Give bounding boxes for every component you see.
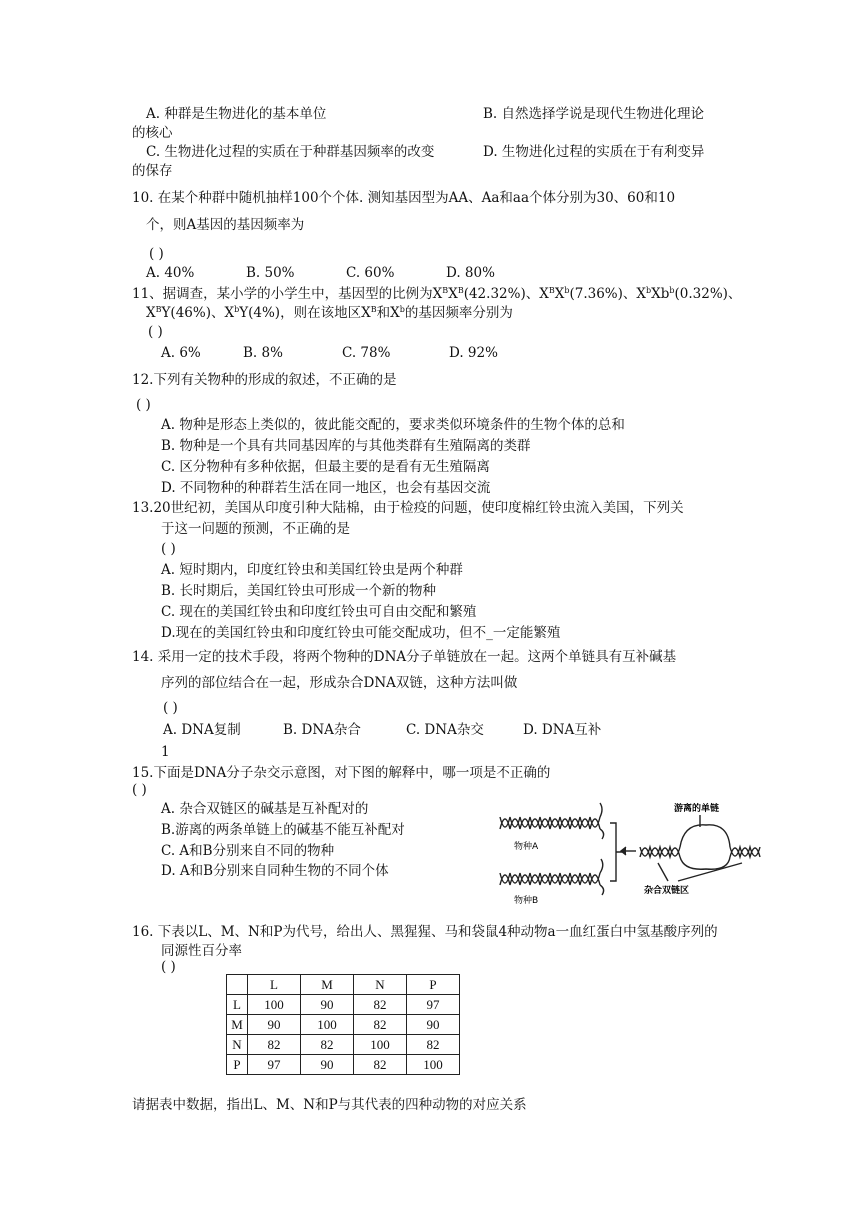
- q10-option-a: A. 40%: [146, 265, 195, 281]
- fig-label-hybrid-region: 杂合双链区: [644, 886, 690, 896]
- table-cell: 82: [248, 1035, 301, 1055]
- q10-stem-line1: 10. 在某个种群中随机抽样100个个体. 测知基因型为AA、Aa和aa个体分别为30、60和10: [132, 190, 676, 206]
- table-cell: 82: [301, 1035, 354, 1055]
- table-cell: 82: [354, 1015, 407, 1035]
- q16-stem-line2: 同源性百分率: [161, 943, 242, 959]
- q14-stem-line2: 序列的部位结合在一起，形成杂合DNA双链，这种方法叫做: [161, 675, 518, 691]
- q15-option-b: B.游离的两条单链上的碱基不能互补配对: [161, 822, 405, 838]
- q14-option-d: D. DNA互补: [523, 722, 602, 738]
- fig-label-species-a: 物种A: [514, 842, 539, 852]
- q9-option-b: B. 自然选择学说是现代生物进化理论: [483, 106, 705, 122]
- q14-stem-line1: 14. 采用一定的技术手段，将两个物种的DNA分子单链放在一起。这两个单链具有互补碱基: [132, 649, 677, 665]
- table-cell: 100: [301, 1015, 354, 1035]
- table-row-label: P: [227, 1055, 248, 1075]
- q11-option-d: D. 92%: [449, 345, 498, 361]
- table-header-cell: M: [301, 975, 354, 995]
- q13-option-c: C. 现在的美国红铃虫和印度红铃虫可自由交配和繁殖: [161, 604, 477, 620]
- q13-option-b: B. 长时期后，美国红铃虫可形成一个新的物种: [161, 583, 437, 599]
- table-row: [227, 1035, 460, 1055]
- table-header-cell: N: [354, 975, 407, 995]
- q9-option-d: D. 生物进化过程的实质在于有利变异: [483, 144, 705, 160]
- q15-option-a: A. 杂合双链区的碱基是互补配对的: [161, 801, 369, 817]
- table-cell: 82: [354, 1055, 407, 1075]
- table-cell: 90: [407, 1015, 460, 1035]
- table-row: [227, 1015, 460, 1035]
- table-cell: 100: [248, 995, 301, 1015]
- q12-option-d: D. 不同物种的种群若生活在同一地区，也会有基因交流: [161, 480, 491, 496]
- table-header-cell: L: [248, 975, 301, 995]
- table-row: [227, 1055, 460, 1075]
- q12-option-b: B. 物种是一个具有共同基因库的与其他类群有生殖隔离的类群: [161, 438, 531, 454]
- table-cell: 90: [301, 1055, 354, 1075]
- q13-answer-blank: ( ): [161, 541, 176, 557]
- fig-label-free-strand: 游离的单链: [674, 804, 720, 814]
- q15-stem: 15.下面是DNA分子杂交示意图，对下图的解释中，哪一项是不正确的: [132, 765, 551, 781]
- q10-option-d: D. 80%: [446, 265, 495, 281]
- q11-option-a: A. 6%: [161, 345, 201, 361]
- q14-trailing-mark: 1: [161, 744, 170, 760]
- table-cell: 90: [248, 1015, 301, 1035]
- q10-option-b: B. 50%: [246, 265, 295, 281]
- q14-option-c: C. DNA杂交: [406, 722, 484, 738]
- table-row-label: N: [227, 1035, 248, 1055]
- fig-label-species-b: 物种B: [514, 896, 539, 906]
- q9-option-c: C. 生物进化过程的实质在于种群基因频率的改变: [146, 144, 435, 160]
- q9-option-d-wrap: 的保存: [132, 163, 173, 179]
- table-row-label: L: [227, 995, 248, 1015]
- table-cell: 90: [301, 995, 354, 1015]
- q12-stem: 12.下列有关物种的形成的叙述，不正确的是: [132, 372, 397, 388]
- hybrid-helix-right: [730, 847, 760, 857]
- q11-stem-line1: 11、据调查，某小学的小学生中，基因型的比例为$X^BX^B(42.32\%)$、$X^BX^b(7.36\%)$、$X^bXb^b(0.32\%)$、: [132, 286, 742, 302]
- q15-option-c: C. A和B分别来自不同的物种: [161, 843, 335, 859]
- q13-stem-line1: 13.20世纪初，美国从印度引种大陆棉，由于检疫的问题，使印度棉红铃虫流入美国，下列关: [132, 500, 684, 516]
- q10-option-c: C. 60%: [346, 265, 395, 281]
- q14-option-b: B. DNA杂合: [283, 722, 361, 738]
- q10-answer-blank: ( ): [149, 246, 164, 262]
- homology-table: [226, 974, 460, 1075]
- q14-answer-blank: ( ): [163, 700, 178, 716]
- free-single-strand-loop: [680, 825, 730, 869]
- q14-option-a: A. DNA复制: [163, 722, 241, 738]
- q15-option-d: D. A和B分别来自同种生物的不同个体: [161, 863, 389, 879]
- table-cell: 82: [407, 1035, 460, 1055]
- species-a-helix: [500, 817, 600, 829]
- hybrid-helix-left: [640, 847, 680, 857]
- q13-option-a: A. 短时期内，印度红铃虫和美国红铃虫是两个种群: [161, 562, 463, 578]
- q9-option-a: A. 种群是生物进化的基本单位: [146, 106, 327, 122]
- q11-answer-blank: ( ): [148, 324, 163, 340]
- q16-stem-line1: 16. 下表以L、M、N和P为代号，给出人、黑猩猩、马和袋鼠4种动物a一血红蛋白中氢基酸序列的: [132, 924, 718, 940]
- table-cell: 82: [354, 995, 407, 1015]
- table-cell: 100: [407, 1055, 460, 1075]
- q11-option-b: B. 8%: [243, 345, 283, 361]
- table-row-label: M: [227, 1015, 248, 1035]
- q10-stem-line2: 个，则A基因的基因频率为: [146, 217, 305, 233]
- q12-option-c: C. 区分物种有多种依据，但最主要的是看有无生殖隔离: [161, 459, 490, 475]
- q9-option-b-wrap: 的核心: [132, 125, 173, 141]
- q13-option-d: D.现在的美国红铃虫和印度红铃虫可能交配成功，但不_一定能繁殖: [161, 625, 561, 641]
- q16-followup: 请据表中数据，指出L、M、N和P与其代表的四种动物的对应关系: [132, 1097, 527, 1113]
- table-header-cell: P: [407, 975, 460, 995]
- q16-answer-blank: ( ): [161, 959, 176, 975]
- q12-answer-blank: ( ): [136, 397, 151, 413]
- q12-option-a: A. 物种是形态上类似的，彼此能交配的，要求类似环境条件的生物个体的总和: [161, 417, 625, 433]
- table-cell: 97: [407, 995, 460, 1015]
- q13-stem-line2: 于这一问题的预测，不正确的是: [161, 521, 350, 537]
- dna-hybridization-figure: [494, 795, 770, 907]
- table-cell: 97: [248, 1055, 301, 1075]
- q11-stem-line2: $X^BY(46\%)$、$X^bY(4\%)$，则在该地区$X^B$和$X^b$的基因频率分别为: [146, 305, 513, 321]
- table-header-row: [227, 975, 460, 995]
- species-b-helix: [500, 873, 600, 885]
- table-row: [227, 995, 460, 1015]
- q15-answer-blank: ( ): [132, 782, 147, 798]
- table-cell: 100: [354, 1035, 407, 1055]
- table-corner-cell: [227, 975, 248, 995]
- q11-option-c: C. 78%: [342, 345, 391, 361]
